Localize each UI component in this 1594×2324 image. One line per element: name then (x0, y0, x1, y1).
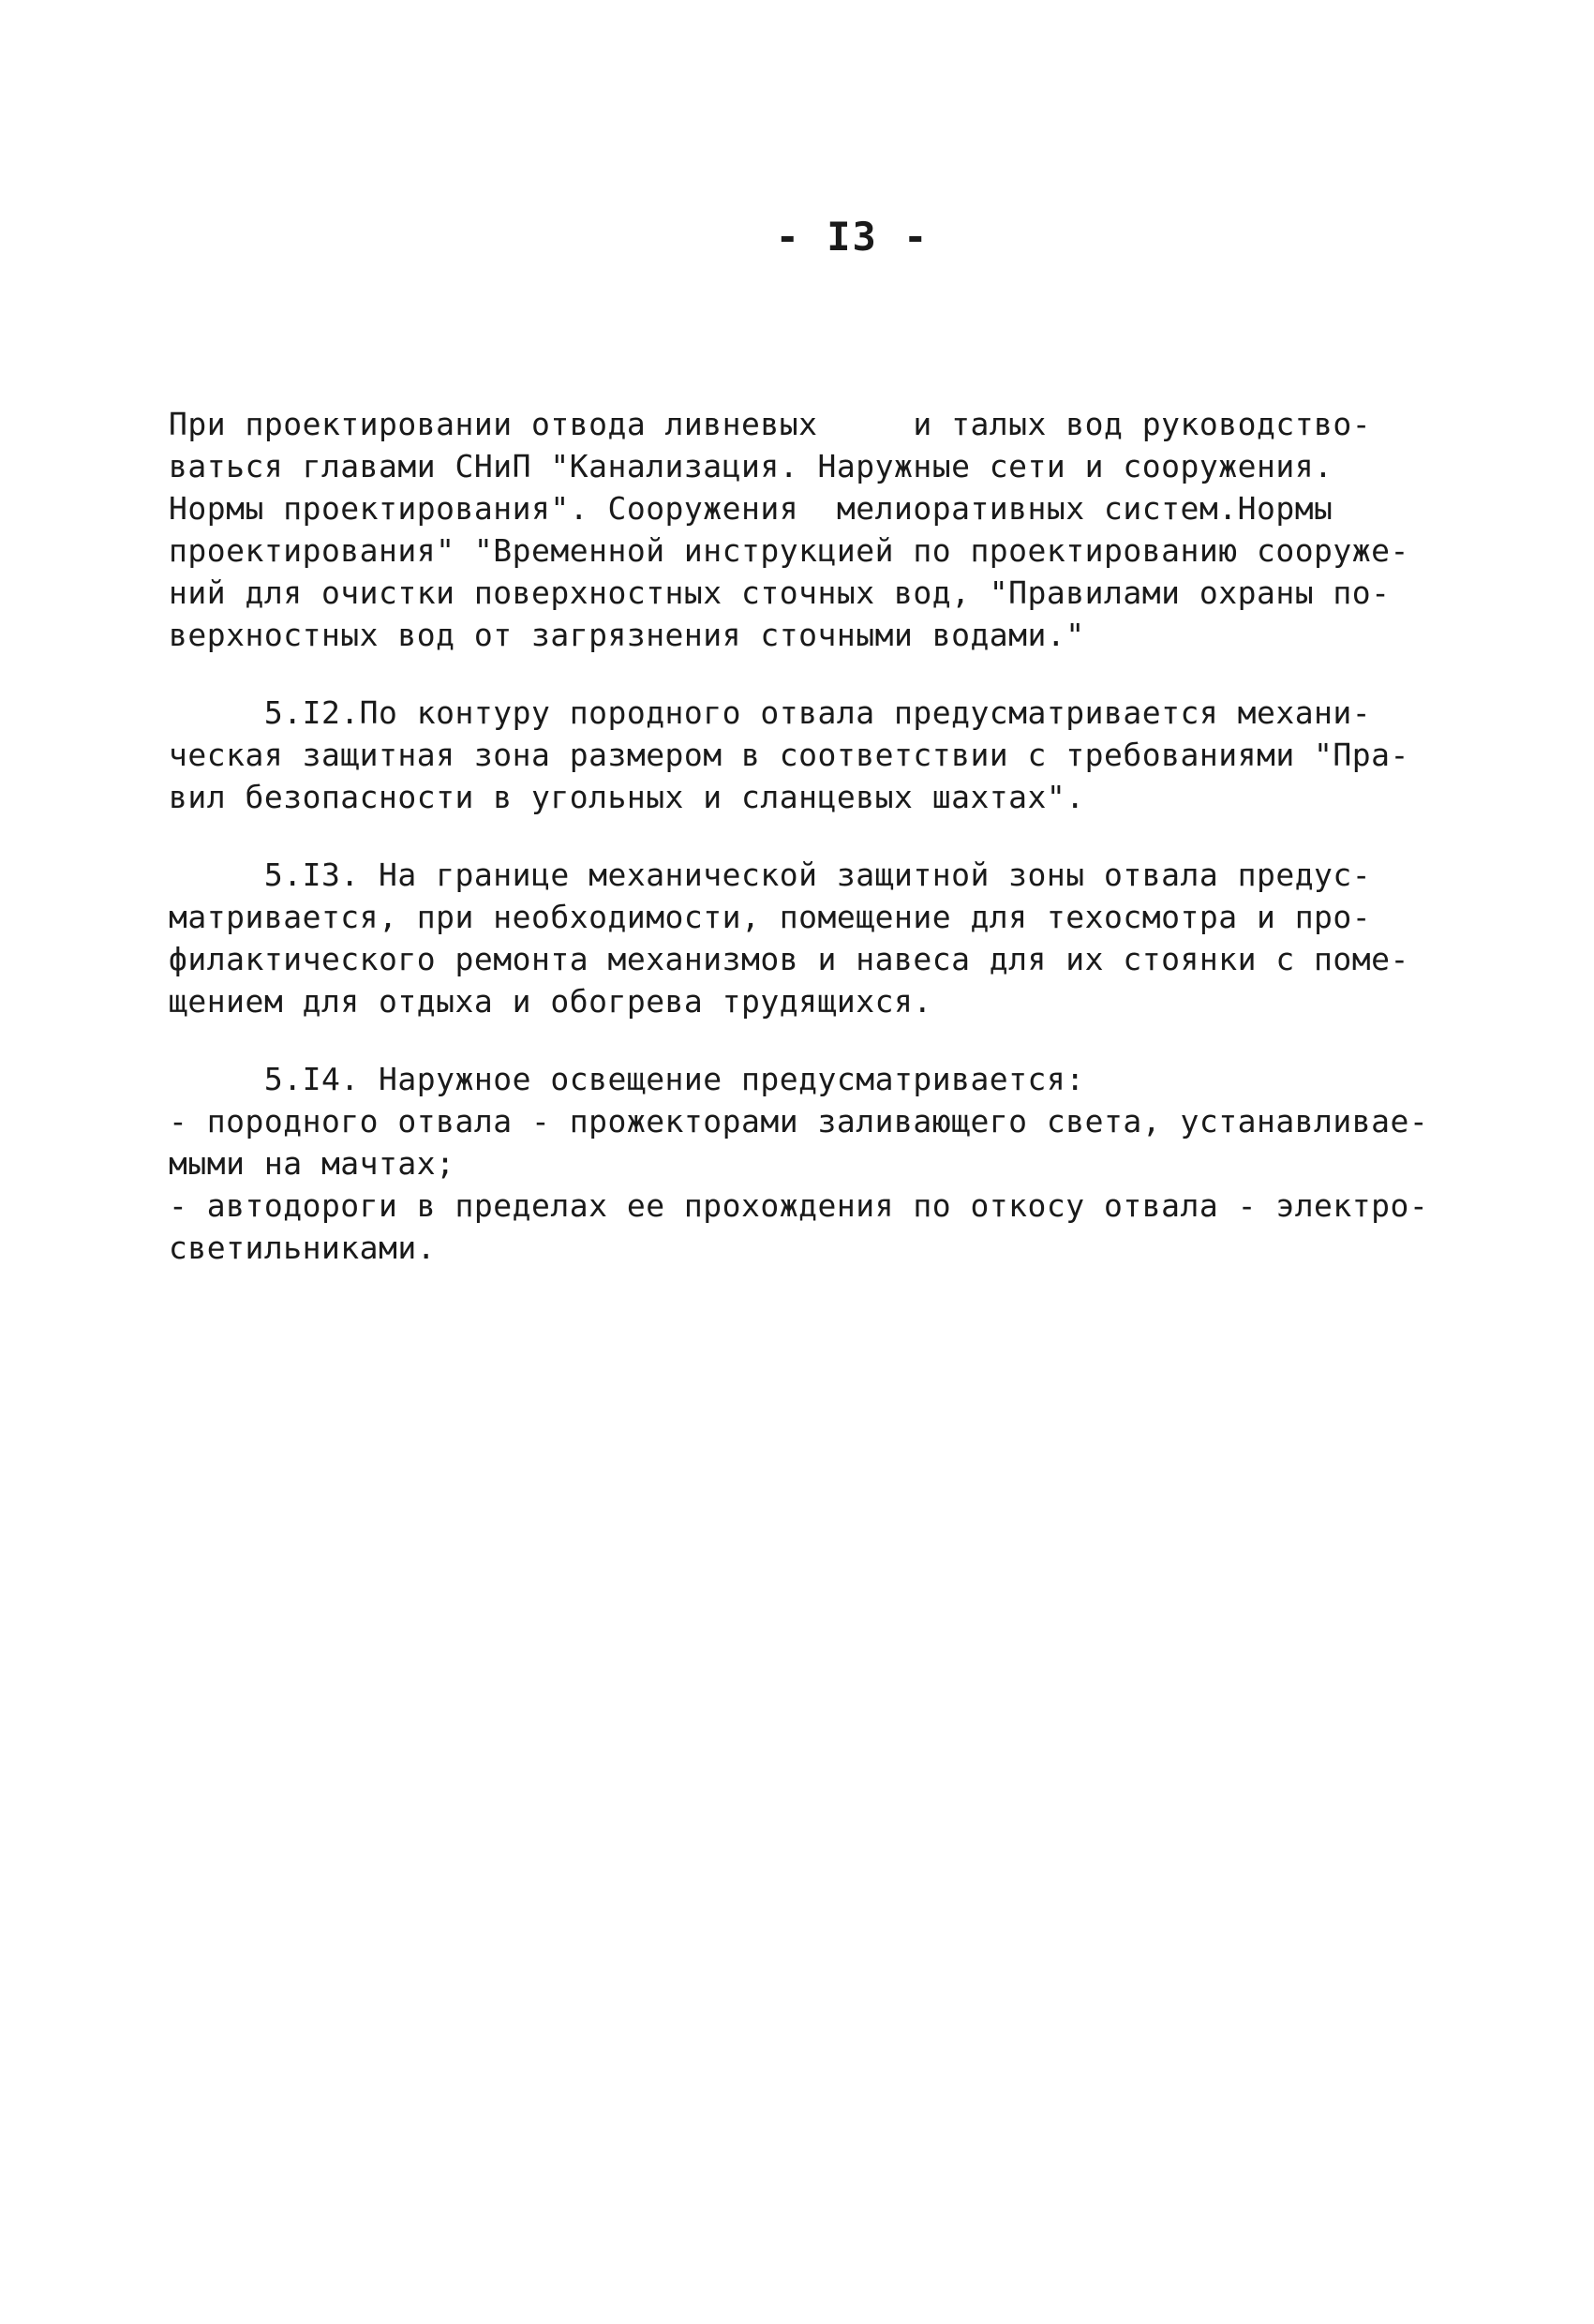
text-line: 5.I2.По контуру породного отвала предусматривается механи- (169, 694, 1372, 731)
text-line: 5.I4. Наружное освещение предусматривается: (169, 1061, 1085, 1097)
text-line: вил безопасности в угольных и сланцевых шахтах". (169, 779, 1085, 815)
text-line: филактического ремонта механизмов и навеса для их стоянки с поме- (169, 941, 1409, 977)
text-line: матривается, при необходимости, помещение для техосмотра и про- (169, 899, 1372, 935)
text-line: Нормы проектирования". Сооружения мелиоративных систем.Нормы (169, 490, 1333, 527)
paragraph-5-12 (169, 692, 1415, 818)
page-number (0, 214, 1594, 260)
text-line: щением для отдыха и обогрева трудящихся. (169, 983, 932, 1020)
text-line: мыми на мачтах; (169, 1145, 455, 1182)
text-line: При проектировании отвода ливневых и талых вод руководство- (169, 406, 1372, 442)
text-line: - породного отвала - прожекторами заливающего света, устанавливае- (169, 1103, 1429, 1140)
document-body (169, 403, 1429, 1269)
text-line: светильниками. (169, 1229, 437, 1266)
text-line: проектирования" "Временной инструкцией по проектированию сооруже- (169, 532, 1409, 569)
text-line: верхностных вод от загрязнения сточными водами." (169, 617, 1085, 653)
text-line: - автодороги в пределах ее прохождения по откосу отвала - электро- (169, 1187, 1429, 1224)
text-line: ний для очистки поверхностных сточных вод, "Правилами охраны по- (169, 574, 1391, 611)
paragraph-5-14 (169, 1058, 1429, 1269)
paragraph-drainage (169, 403, 1415, 656)
page-number-text: - I3 - (775, 214, 930, 260)
text-line: ваться главами СНиП "Канализация. Наружные сети и сооружения. (169, 448, 1333, 484)
text-line: 5.I3. На границе механической защитной зоны отвала предус- (169, 857, 1372, 893)
text-line: ческая защитная зона размером в соответствии с требованиями "Пра- (169, 737, 1409, 773)
paragraph-5-13 (169, 854, 1415, 1022)
